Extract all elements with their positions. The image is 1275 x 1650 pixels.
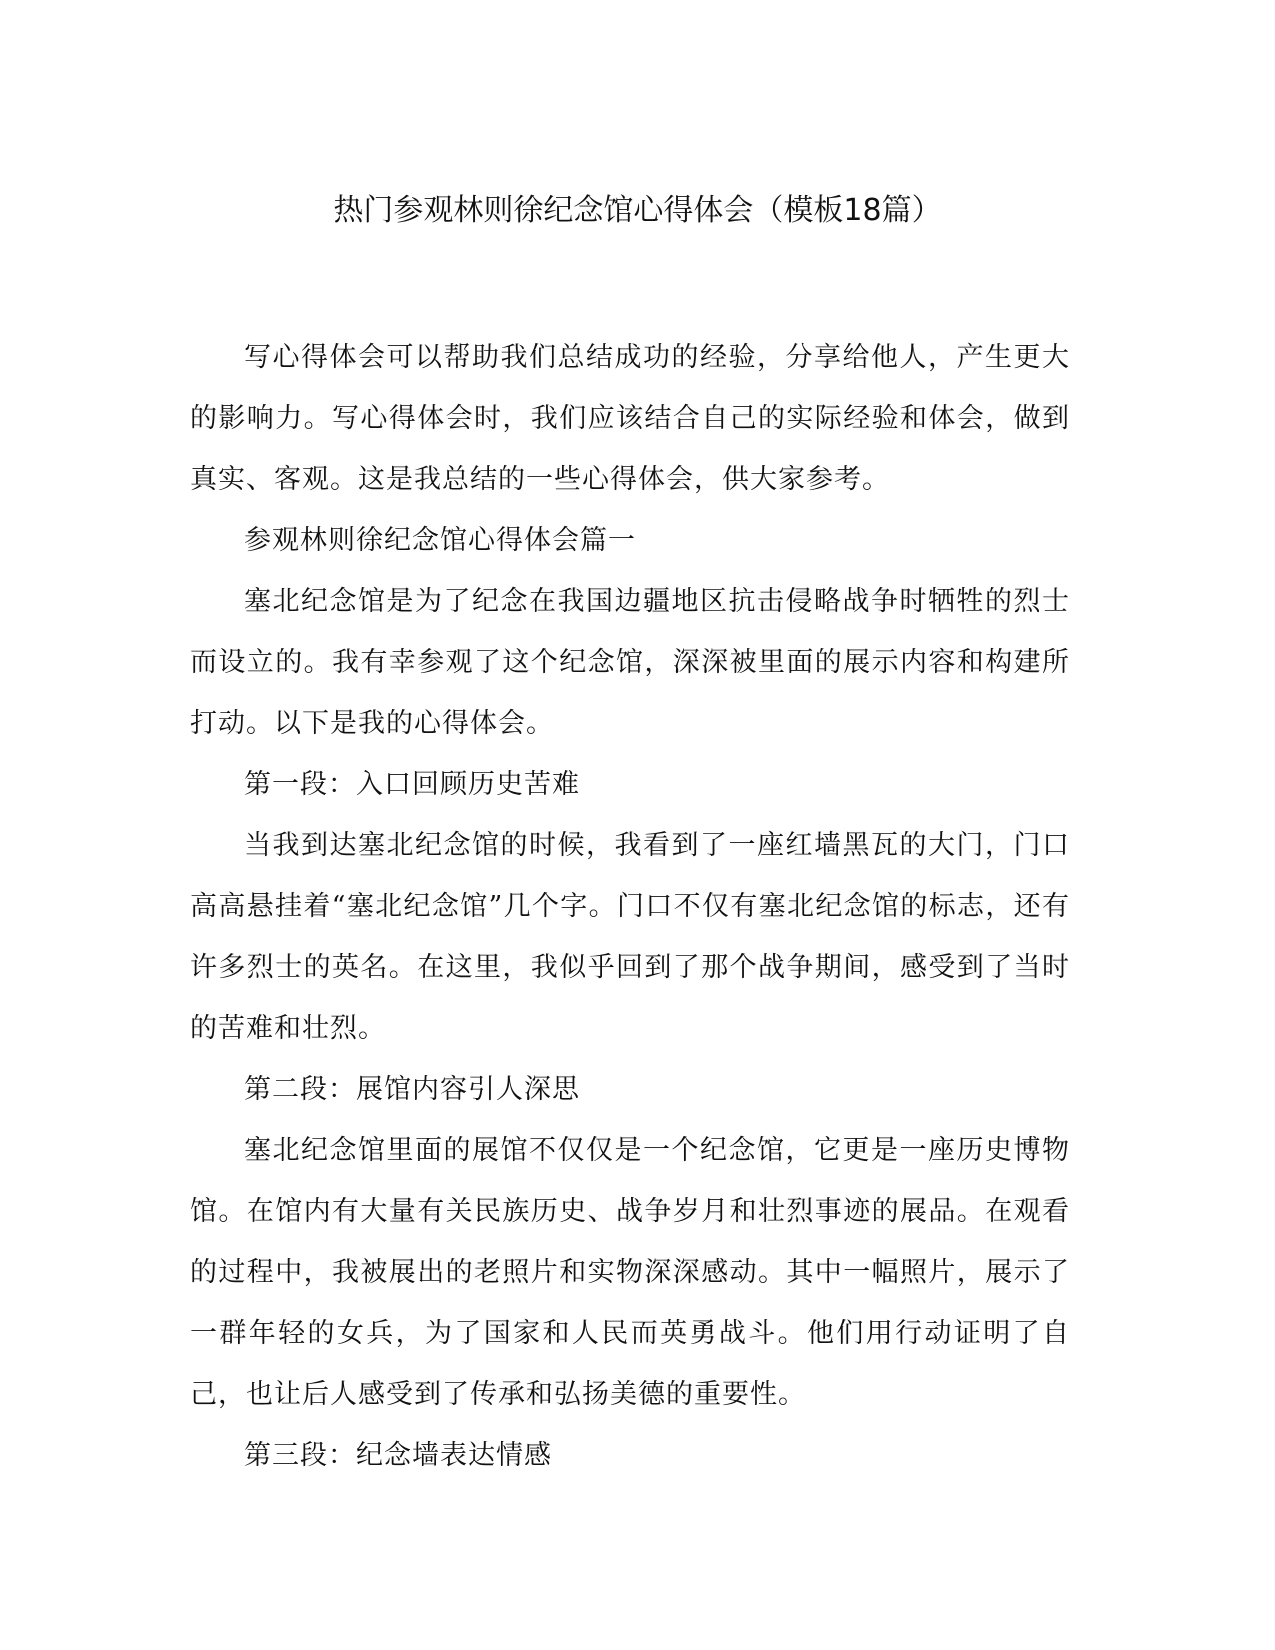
intro-paragraph: 写心得体会可以帮助我们总结成功的经验，分享给他人，产生更大的影响力。写心得体会时，我们应该结合自己的实际经验和体会，做到真实、客观。这是我总结的一些心得体会，供大家参考。 [190,342,1070,495]
paragraph-part-one: 塞北纪念馆是为了纪念在我国边疆地区抗击侵略战争时牺牲的烈士而设立的。我有幸参观了这个纪念馆，深深被里面的展示内容和构建所打动。以下是我的心得体会。 [190,586,1070,739]
section-heading-third-segment: 第三段：纪念墙表达情感 [244,1440,552,1471]
section-heading-first-segment: 第一段：入口回顾历史苦难 [244,769,580,800]
paragraph-first-segment: 当我到达塞北纪念馆的时候，我看到了一座红墙黑瓦的大门，门口高高悬挂着“塞北纪念馆”几个字。门口不仅有塞北纪念馆的标志，还有许多烈士的英名。在这里，我似乎回到了那个战争期间，感受到了当时的苦难和壮烈。 [190,830,1070,1044]
paragraph-second-segment: 塞北纪念馆里面的展馆不仅仅是一个纪念馆，它更是一座历史博物馆。在馆内有大量有关民族历史、战争岁月和壮烈事迹的展品。在观看的过程中，我被展出的老照片和实物深深感动。其中一幅照片，展示了一群年轻的女兵，为了国家和人民而英勇战斗。他们用行动证明了自己，也让后人感受到了传承和弘扬美德的重要性。 [190,1135,1070,1410]
document-title: 热门参观林则徐纪念馆心得体会（模板18篇） [333,193,942,228]
section-heading-second-segment: 第二段：展馆内容引人深思 [244,1074,580,1105]
document-body [190,327,1070,1486]
section-heading-part-one: 参观林则徐纪念馆心得体会篇一 [244,525,636,556]
